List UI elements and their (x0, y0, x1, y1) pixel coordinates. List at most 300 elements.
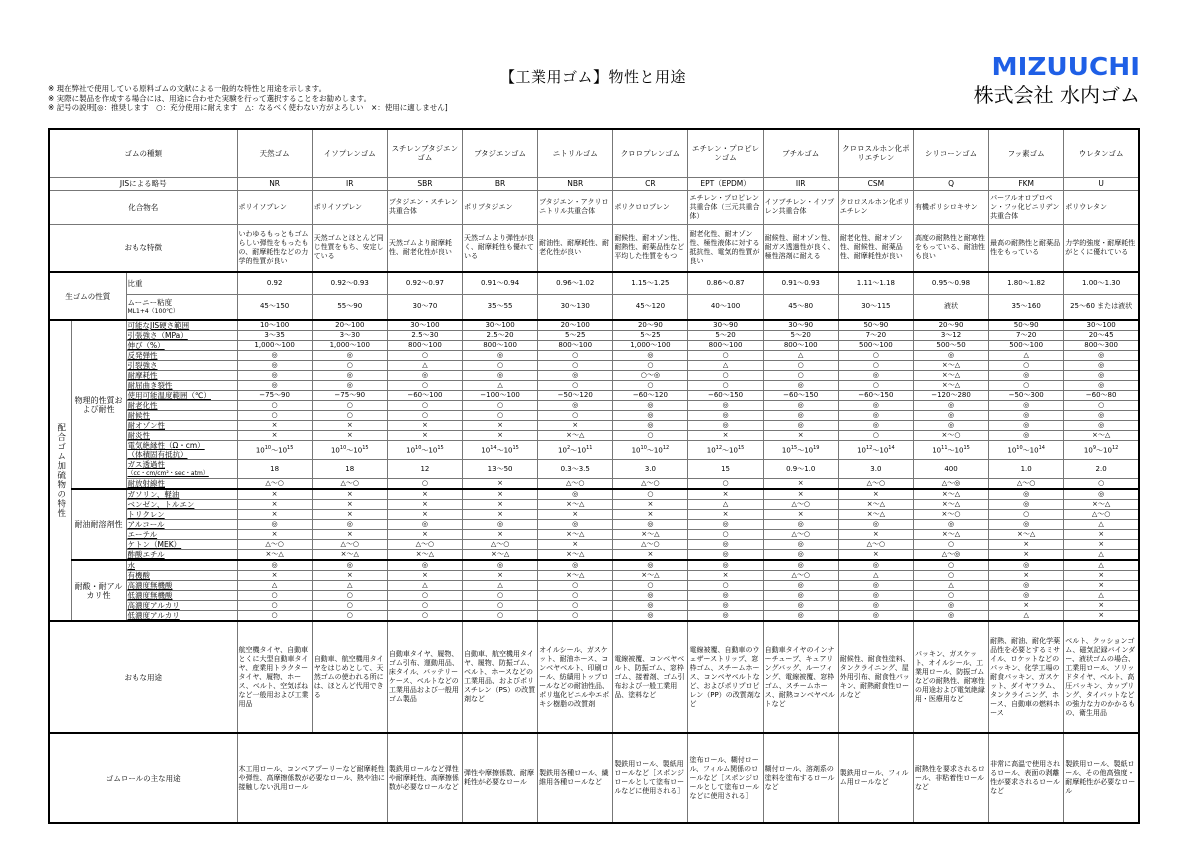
rating-value: △〜○ (613, 540, 688, 550)
property-label-text: 耐老化性 (127, 401, 158, 410)
rating-value: ◎ (688, 520, 763, 530)
rating-value: × (688, 489, 763, 500)
table-row (49, 294, 1139, 320)
property-label (126, 601, 237, 611)
rating-value: ○ (312, 601, 387, 611)
rating-value: $10^{12}$〜$10^{14}$ (838, 441, 913, 460)
rubber-name: イソプレンゴム (312, 129, 387, 177)
roll-use-text: 糊付ロール、溶剤系の塗料を塗布するロールなど (763, 733, 838, 823)
rating-value: × (387, 431, 462, 441)
rating-value: × (237, 530, 312, 540)
table-row (49, 581, 1139, 591)
rating-value: ◎ (613, 421, 688, 431)
property-value: 25〜60 または液状 (1064, 294, 1139, 320)
property-label (126, 431, 237, 441)
rating-value: ○ (387, 381, 462, 391)
property-value: 35〜55 (463, 294, 538, 320)
rating-value: × (312, 530, 387, 540)
rating-value: ◎ (989, 520, 1064, 530)
use-text: 航空機タイヤ、自動車とくに大型自動車タイヤ、産業用トラクタータイヤ、履物、ホース、ベルト、空気ばねなど一般用および工業用品 (237, 621, 312, 733)
rating-value: $10^{12}$〜$10^{15}$ (688, 441, 763, 460)
property-label-text: 使用可能温度範囲（℃） (127, 391, 211, 400)
rating-value: × (1064, 540, 1139, 550)
rating-value: 5〜25 (613, 331, 688, 341)
property-value: 0.92〜0.97 (387, 272, 462, 294)
rating-value: × (538, 540, 613, 550)
use-text: 耐熱、耐油、耐化学薬品性を必要とするミサイル、ロケットなどのパッキン、化学工場の耐食パッキン、ガスケット、ダイヤフラム、タンクライニング、ホース、自動車の燃料ホース (989, 621, 1064, 733)
property-label-text: 電気絶縁性（Ω・cm） (127, 441, 205, 450)
rating-value: $10^{10}$〜$10^{15}$ (312, 441, 387, 460)
property-value: 0.96〜1.02 (538, 272, 613, 294)
rating-value: △ (1064, 591, 1139, 601)
property-label-text: トリクレン (127, 510, 165, 519)
table-row (49, 591, 1139, 601)
roll-use-text: 製鉄用ロール、製紙ロール、その他高強度・耐摩耗性が必要なロール (1064, 733, 1139, 823)
rating-value: × (613, 510, 688, 520)
rating-value: × (312, 510, 387, 520)
rating-value: △ (1064, 550, 1139, 561)
rating-value: ◎ (1064, 351, 1139, 361)
group-oil_props: 耐油耐溶剤性 (71, 489, 126, 560)
rating-value: △〜○ (237, 479, 312, 490)
roll-use-text: 弾性や摩擦係数、耐摩耗性が必要なロール (463, 733, 538, 823)
rubber-name: ブタジエンゴム (463, 129, 538, 177)
compound-name: ポリクロロプレン (613, 190, 688, 224)
rating-value: 800〜100 (463, 341, 538, 351)
rating-value: ◎ (838, 591, 913, 601)
rating-value: × (237, 500, 312, 510)
rating-value: △〜○ (463, 540, 538, 550)
rating-value: × (1064, 571, 1139, 581)
rating-value: 5〜20 (763, 331, 838, 341)
rating-value: ◎ (463, 351, 538, 361)
property-label (126, 371, 237, 381)
rating-value: ×〜△ (538, 431, 613, 441)
rating-value: ◎ (613, 560, 688, 571)
jis-code: CSM (838, 177, 913, 190)
rating-value: ◎ (838, 560, 913, 571)
table-row (49, 431, 1139, 441)
property-label (126, 351, 237, 361)
use-text: ベルト、クッションゴム、磁気記録バインダー、液状ゴムの場合、工業用ロール、ソリッドタイヤ、ベルト、高圧パッキン、カップリング、タイバットなどの強力な力のかかるもの、衛生用品 (1064, 621, 1139, 733)
rating-value: ○ (989, 510, 1064, 520)
rating-value: ○ (838, 351, 913, 361)
rating-value: ◎ (913, 611, 988, 622)
rating-value: ×〜△ (913, 500, 988, 510)
rating-value: 30〜100 (387, 320, 462, 331)
logo-japanese: 株式会社 水内ゴム (973, 83, 1140, 107)
rating-value: ◎ (237, 361, 312, 371)
rating-value: ×〜△ (913, 530, 988, 540)
rating-value: ○ (688, 371, 763, 381)
table-row (49, 489, 1139, 500)
property-label (126, 571, 237, 581)
rating-value: −75〜90 (312, 391, 387, 401)
rating-value: ◎ (312, 520, 387, 530)
rating-value: ◎ (463, 371, 538, 381)
table-row (49, 177, 1139, 190)
property-value: 45〜150 (237, 294, 312, 320)
compound-name: クロロスルホン化ポリエチレン (838, 190, 913, 224)
table-row (49, 550, 1139, 561)
rating-value: ◎ (989, 489, 1064, 500)
property-value: 1.80〜1.82 (989, 272, 1064, 294)
property-label-text: ガス透過性 (127, 460, 165, 469)
property-value: 45〜80 (763, 294, 838, 320)
property-value: 0.92〜0.93 (312, 272, 387, 294)
roll-use-text: 製鉄用各種ロール、繊維用各種ロールなど (538, 733, 613, 823)
rating-value: 30〜100 (1064, 320, 1139, 331)
property-label-text: 高濃度無機酸 (127, 581, 173, 590)
rating-value: ○ (1064, 401, 1139, 411)
rating-value: $10^{15}$〜$10^{19}$ (763, 441, 838, 460)
rating-value: ○ (237, 601, 312, 611)
table-row (49, 510, 1139, 520)
rating-value: ◎ (688, 421, 763, 431)
rating-value: ○ (237, 401, 312, 411)
property-label (126, 530, 237, 540)
rating-value: ○ (613, 431, 688, 441)
rating-value: ◎ (688, 611, 763, 622)
rating-value: ◎ (838, 421, 913, 431)
rating-value: ◎ (613, 411, 688, 421)
roll-use-text: 塗布ロール、糊付ロール、フィルム関係のロールなど［スポンジロールとして塗布ロールなどに使用される］ (688, 733, 763, 823)
rating-value: ○ (387, 601, 462, 611)
rating-value: △〜○ (387, 540, 462, 550)
property-label-text: 酢酸エチル (127, 550, 165, 559)
rating-value: ◎ (763, 581, 838, 591)
property-label (126, 411, 237, 421)
rating-value: ◎ (1064, 489, 1139, 500)
compound-name: イソブチレン・イソプレン共重合体 (763, 190, 838, 224)
rating-value: ×〜△ (1064, 431, 1139, 441)
rating-value: $10^{10}$〜$10^{15}$ (237, 441, 312, 460)
rating-value: × (989, 540, 1064, 550)
rating-value: ×〜△ (1064, 500, 1139, 510)
property-sublabel: （cc・cm/cm²・sec・atm） (127, 470, 209, 477)
rating-value: ○ (237, 591, 312, 601)
rating-value: 800〜300 (1064, 341, 1139, 351)
rating-value: △ (463, 581, 538, 591)
property-label-text: 低濃度無機酸 (127, 591, 173, 600)
rating-value: ◎ (763, 550, 838, 561)
property-label-text: 比重 (127, 278, 143, 288)
compound-name: エチレン・プロピレン共重合体（三元共重合体） (688, 190, 763, 224)
rating-value: △ (688, 361, 763, 371)
property-value: 0.91〜0.93 (763, 272, 838, 294)
table-row (49, 272, 1139, 294)
property-label-text: 引裂強さ (127, 361, 158, 370)
rating-value: 1,000〜100 (312, 341, 387, 351)
rating-value: × (538, 510, 613, 520)
compound-name: ポリウレタン (1064, 190, 1139, 224)
rating-value: × (463, 500, 538, 510)
property-label-text: 耐候性 (127, 411, 150, 420)
rating-value: × (237, 431, 312, 441)
compound-name: ポリブタジエン (463, 190, 538, 224)
feature-text: 高度の耐熱性と耐寒性をもっている、耐油性も良い (913, 224, 988, 272)
rating-value: ○ (312, 611, 387, 622)
rating-value: ○ (688, 479, 763, 490)
rating-value: ◎ (613, 611, 688, 622)
rating-value: 500〜100 (989, 341, 1064, 351)
rubber-name: フッ素ゴム (989, 129, 1064, 177)
rating-value: × (463, 510, 538, 520)
property-label-text: ベンゼン、トルエン (127, 500, 195, 509)
rating-value: ○ (538, 361, 613, 371)
property-label (126, 272, 237, 294)
feature-text: いわゆるもっともゴムらしい弾性をもったもの、耐摩耗性などの力学的性質が良い (237, 224, 312, 272)
rating-value: ○ (312, 411, 387, 421)
compound-name: ブタジエン・スチレン共重合体 (387, 190, 462, 224)
rating-value: × (1064, 581, 1139, 591)
rating-value: −100〜100 (463, 391, 538, 401)
property-value: 0.86〜0.87 (688, 272, 763, 294)
feature-text: 天然ゴムより弾性が良く、耐摩耗性も優れている (463, 224, 538, 272)
rating-value: △ (1064, 560, 1139, 571)
table-row (49, 224, 1139, 272)
rating-value: ◎ (989, 431, 1064, 441)
rating-value: × (538, 421, 613, 431)
rating-value: × (989, 571, 1064, 581)
table-row (49, 421, 1139, 431)
property-label-text: エーテル (127, 530, 158, 539)
feature-text: 力学的強度・耐摩耗性がとくに優れている (1064, 224, 1139, 272)
rating-value: △〜○ (312, 540, 387, 550)
rating-value: ○ (688, 581, 763, 591)
property-label-text: 水 (127, 561, 135, 570)
rating-value: 800〜100 (763, 341, 838, 351)
rating-value: 3〜30 (312, 331, 387, 341)
rating-value: ○ (538, 601, 613, 611)
rating-value: △ (237, 581, 312, 591)
rating-value: × (1064, 601, 1139, 611)
rating-value: △〜○ (763, 500, 838, 510)
property-label-text: 耐摩耗性 (127, 371, 158, 380)
property-value: 液状 (913, 294, 988, 320)
table-row (49, 320, 1139, 331)
rating-value: ◎ (613, 401, 688, 411)
table-row (49, 601, 1139, 611)
rating-value: 50〜90 (838, 320, 913, 331)
table-row (49, 571, 1139, 581)
property-value: 0.91〜0.94 (463, 272, 538, 294)
roll-use-text: 木工用ロール、コンベアプーリーなど耐摩耗性や弾性、高摩擦係数が必要なロール、熱や油に接触しない汎用ロール (237, 733, 387, 823)
rating-value: × (387, 571, 462, 581)
rating-value: ×〜△ (913, 371, 988, 381)
rating-value: × (463, 431, 538, 441)
table-row (49, 361, 1139, 371)
rating-value: × (237, 489, 312, 500)
jis-code: EPT（EPDM） (688, 177, 763, 190)
rating-value: ×〜○ (913, 510, 988, 520)
table-row (49, 500, 1139, 510)
roll-use-text: 非常に高温で使用されるロール、表面の剥離性が要求されるロールなど (989, 733, 1064, 823)
rating-value: ◎ (538, 520, 613, 530)
rating-value: 20〜100 (538, 320, 613, 331)
rating-value: ◎ (613, 520, 688, 530)
rating-value: × (763, 510, 838, 520)
rating-value: × (463, 530, 538, 540)
table-row (49, 621, 1139, 733)
rating-value: △〜○ (1064, 510, 1139, 520)
rating-value: ○〜◎ (613, 371, 688, 381)
rating-value: ◎ (1064, 371, 1139, 381)
rating-value: × (763, 479, 838, 490)
rating-value: ○ (1064, 479, 1139, 490)
table-row (49, 190, 1139, 224)
property-label-text: ガソリン、軽油 (127, 490, 180, 499)
use-text: 自動車タイヤ、履物、ゴム引布、運動用品、床タイル、バッテリーケース、ベルトなどの工業用品および一般用ゴム製品 (387, 621, 462, 733)
rating-value: ◎ (989, 421, 1064, 431)
rating-value: ×〜△ (989, 530, 1064, 540)
jis-code: IIR (763, 177, 838, 190)
rating-value: −60〜100 (387, 391, 462, 401)
property-label (126, 401, 237, 411)
rating-value: ×〜△ (913, 489, 988, 500)
rating-value: △〜○ (989, 479, 1064, 490)
rating-value: ×〜△ (538, 550, 613, 561)
use-text: オイルシール、ガスケット、耐油ホース、コンベヤベルト、印刷ロール、紡績用トップロールなどの耐油性品、ポリ塩化ビニルやエポキシ樹脂の改質剤 (538, 621, 613, 733)
rating-value: △〜○ (838, 479, 913, 490)
rating-value: 2.5〜30 (387, 331, 462, 341)
rating-value: ◎ (989, 411, 1064, 421)
property-value: 30〜70 (387, 294, 462, 320)
rating-value: ○ (463, 401, 538, 411)
jis-code: SBR (387, 177, 462, 190)
property-label-text: 有機酸 (127, 571, 150, 580)
rating-value: ◎ (237, 560, 312, 571)
rating-value: ○ (613, 381, 688, 391)
rating-value: △〜○ (763, 530, 838, 540)
rating-value: 1,000〜100 (613, 341, 688, 351)
rating-value: ○ (688, 351, 763, 361)
rating-value: △ (989, 611, 1064, 622)
rating-value: △ (463, 381, 538, 391)
property-sublabel: ML1+4（100℃） (127, 307, 179, 315)
rating-value: ○ (312, 591, 387, 601)
rating-value: × (613, 550, 688, 561)
property-value: 55〜90 (312, 294, 387, 320)
rating-value: ○ (538, 411, 613, 421)
rating-value: ○ (387, 611, 462, 622)
rating-value: 800〜100 (387, 341, 462, 351)
rating-value: $10^9$〜$10^{12}$ (1064, 441, 1139, 460)
table-row (49, 411, 1139, 421)
feature-text: 天然ゴムより耐摩耗性、耐老化性が良い (387, 224, 462, 272)
rating-value: 30〜100 (463, 320, 538, 331)
property-label (126, 510, 237, 520)
rubber-name: エチレン・プロピレンゴム (688, 129, 763, 177)
rating-value: ◎ (463, 520, 538, 530)
feature-text: 耐候性、耐オゾン性、耐熱性、耐薬品性など平均した性質をもつ (613, 224, 688, 272)
rating-value: ◎ (613, 591, 688, 601)
header-roll-uses: ゴムロールの主な用途 (49, 733, 237, 823)
rubber-name: シリコーンゴム (913, 129, 988, 177)
table-row (49, 341, 1139, 351)
rubber-name: ブチルゴム (763, 129, 838, 177)
jis-code: NR (237, 177, 312, 190)
property-label (126, 391, 237, 401)
rating-value: ◎ (989, 371, 1064, 381)
rating-value: ○ (688, 530, 763, 540)
property-value: 35〜160 (989, 294, 1064, 320)
property-label-text: ムーニー粘度 (127, 297, 173, 307)
rating-value: × (387, 500, 462, 510)
property-label (126, 479, 237, 490)
rating-value: ◎ (312, 560, 387, 571)
rating-value: ×〜△ (463, 550, 538, 561)
rating-value: ◎ (237, 351, 312, 361)
rating-value: ◎ (688, 411, 763, 421)
rating-value: ◎ (838, 371, 913, 381)
feature-text: 耐候性、耐オゾン性、耐ガス透過性が良く、極性溶剤に耐える (763, 224, 838, 272)
property-label-text: 可能なJIS硬さ範囲 (127, 321, 190, 330)
rating-value: 7〜20 (838, 331, 913, 341)
rating-value: ○ (538, 351, 613, 361)
property-label-text: 伸び（%） (127, 341, 165, 350)
rating-value: ○ (989, 381, 1064, 391)
rating-value: ◎ (763, 611, 838, 622)
rating-value: ○ (763, 371, 838, 381)
rating-value: $10^{11}$〜$10^{15}$ (913, 441, 988, 460)
rating-value: 18 (237, 460, 312, 479)
rating-value: ○ (913, 591, 988, 601)
rating-value: 20〜45 (1064, 331, 1139, 341)
rating-value: △ (387, 361, 462, 371)
property-label (126, 500, 237, 510)
rating-value: ◎ (1064, 381, 1139, 391)
rating-value: △ (1064, 520, 1139, 530)
property-label-text: 耐放射線性 (127, 479, 165, 488)
rating-value: ◎ (838, 411, 913, 421)
table-row (49, 479, 1139, 490)
rating-value: −50〜300 (989, 391, 1064, 401)
notes (48, 84, 448, 113)
rating-value: $10^2$〜$10^{11}$ (538, 441, 613, 460)
use-text: 自動車タイヤのインナーチューブ、キュアリングバッグ、ルーフィング、電線被覆、窓枠ゴム、スチームホース、耐熱コンベヤベルトなど (763, 621, 838, 733)
rating-value: × (312, 571, 387, 581)
property-label-text: 低濃度アルカリ (127, 611, 180, 620)
rating-value: ◎ (688, 401, 763, 411)
rating-value: ×〜△ (312, 550, 387, 561)
rating-value: × (463, 421, 538, 431)
logo-english: MIZUUCHI (991, 52, 1140, 81)
rating-value: × (237, 421, 312, 431)
rating-value: ◎ (1064, 411, 1139, 421)
table-row (49, 129, 1139, 177)
rating-value: × (463, 489, 538, 500)
rating-value: 30〜90 (763, 320, 838, 331)
roll-use-text: 製鉄用ロール、製紙用ロールなど［スポンジロールとして塗布ロールなどに使用される］ (613, 733, 688, 823)
rating-value: ○ (463, 611, 538, 622)
rating-value: ◎ (913, 601, 988, 611)
compound-name: 有機ポリシロキサン (913, 190, 988, 224)
rating-value: △ (763, 351, 838, 361)
property-sublabel: （体積固有抵抗） (127, 450, 188, 459)
rating-value: ◎ (763, 381, 838, 391)
rating-value: × (838, 489, 913, 500)
feature-text: 耐老化性、耐オゾン性、耐候性、耐薬品性、耐摩耗性が良い (838, 224, 913, 272)
rating-value: ○ (538, 581, 613, 591)
property-label-text: 高濃度アルカリ (127, 601, 180, 610)
rubber-name: ニトリルゴム (538, 129, 613, 177)
rating-value: 10〜100 (237, 320, 312, 331)
rating-value: −60〜150 (688, 391, 763, 401)
rating-value: △ (989, 351, 1064, 361)
property-label (126, 421, 237, 431)
rating-value: 5〜25 (538, 331, 613, 341)
